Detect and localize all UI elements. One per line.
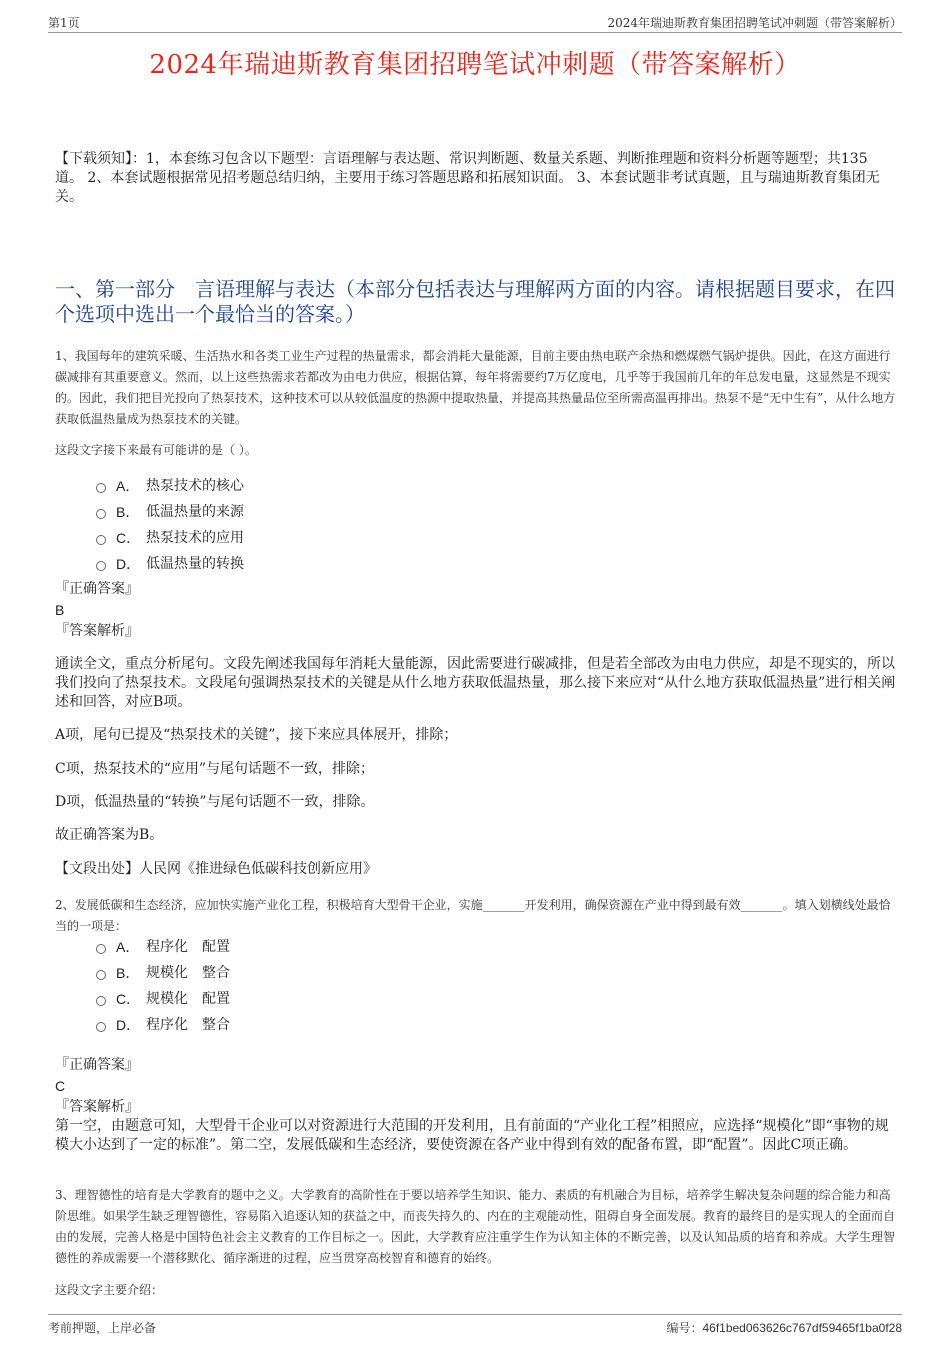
footer-slogan: 考前押题，上岸必备 xyxy=(48,1321,157,1335)
radio-icon[interactable] xyxy=(96,996,106,1006)
option-a[interactable]: A． 程序化 配置 xyxy=(96,934,230,960)
document-id: 编号：46f1bed063626c767df59465f1ba0f28 xyxy=(666,1321,902,1335)
analysis-paragraph: D项，低温热量的“转换”与尾句话题不一致，排除。 xyxy=(55,794,375,810)
correct-answer: B xyxy=(55,602,65,618)
analysis-paragraph: 故正确答案为B。 xyxy=(55,827,164,843)
radio-icon[interactable] xyxy=(96,535,106,545)
header-doc-title: 2024年瑞迪斯教育集团招聘笔试冲刺题（带答案解析） xyxy=(607,16,902,30)
radio-icon[interactable] xyxy=(96,561,106,571)
question-1-text: 1、我国每年的建筑采暖、生活热水和各类工业生产过程的热量需求，都会消耗大量能源，目前主要由热电联产余热和燃煤燃气锅炉提供。因此，在这方面进行碳减排有其重要意义。然而，以上这些热需求若都改为由电力供应，根据估算，每年将需要约7万亿度电，几乎等于我国前几年的年总发电量，这显然是不现实的。因此，我们把目光投向了热泵技术，这种技术可以从较低温度的热源中提取热量，并提高其热量品位至所需高温再排出。热泵不是“无中生有”，从什么地方获取低温热量成为热泵技术的关键。 xyxy=(55,349,896,426)
radio-icon[interactable] xyxy=(96,970,106,980)
analysis-paragraph: A项，尾句已提及“热泵技术的关键”，接下来应具体展开，排除； xyxy=(55,727,458,743)
question-1-answer-block xyxy=(55,580,900,641)
radio-icon[interactable] xyxy=(96,483,106,493)
section-heading: 一、第一部分 言语理解与表达（本部分包括表达与理解两方面的内容。请根据题目要求，在四个选项中选出一个最恰当的答案。） xyxy=(55,277,895,326)
analysis-label: 『答案解析』 xyxy=(55,623,139,639)
option-c[interactable]: C． 热泵技术的应用 xyxy=(96,525,244,551)
option-d[interactable]: D． 低温热量的转换 xyxy=(96,551,244,577)
analysis-label: 『答案解析』 xyxy=(55,1099,139,1115)
question-1-prompt: 这段文字接下来最有可能讲的是（ ）。 xyxy=(55,443,257,457)
option-b[interactable]: B． 低温热量的来源 xyxy=(96,499,244,525)
analysis-paragraph: 第一空，由题意可知，大型骨干企业可以对资源进行大范围的开发利用，且有前面的“产业化工程”相照应，应选择“规模化”即“事物的规模大小达到了一定的标准”。第二空，发展低碳和生态经济，要使资源在各产业中得到有效的配备布置，即“配置”。因此C项正确。 xyxy=(55,1118,889,1153)
option-d[interactable]: D． 程序化 整合 xyxy=(96,1012,230,1038)
page-number: 第1页 xyxy=(48,16,80,30)
question-2-answer-block xyxy=(55,1056,900,1155)
answer-label: 『正确答案』 xyxy=(55,581,139,597)
question-2-text: 2、发展低碳和生态经济，应加快实施产业化工程，积极培育大型骨干企业，实施_______开发利用，确保资源在产业中得到最有效_______。填入划横线处最恰当的一项是： xyxy=(55,898,891,933)
option-a[interactable]: A． 热泵技术的核心 xyxy=(96,473,244,499)
radio-icon[interactable] xyxy=(96,944,106,954)
question-2-options xyxy=(96,934,230,1038)
document-title: 2024年瑞迪斯教育集团招聘笔试冲刺题（带答案解析） xyxy=(149,50,801,80)
radio-icon[interactable] xyxy=(96,509,106,519)
answer-label: 『正确答案』 xyxy=(55,1057,139,1073)
page-footer xyxy=(48,1314,902,1337)
question-3-text: 3、理智德性的培育是大学教育的题中之义。大学教育的高阶性在于要以培养学生知识、能力、素质的有机融合为目标，培养学生解决复杂问题的综合能力和高阶思维。如果学生缺乏理智德性，容易陷入追逐认知的获益之中，而丧失持久的、内在的主观能动性，阻碍自身全面发展。教育的最终目的是实现人的全面而自由的发展，完善人格是中国特色社会主义教育的工作目标之一。因此，大学教育应注重学生作为认知主体的不断完善，以及认知品质的培育和养成。大学生理智德性的养成需要一个潜移默化、循序渐进的过程，应当贯穿高校智育和德育的始终。 xyxy=(55,1188,896,1265)
option-b[interactable]: B． 规模化 整合 xyxy=(96,960,230,986)
analysis-paragraph: C项，热泵技术的“应用”与尾句话题不一致，排除； xyxy=(55,761,375,777)
radio-icon[interactable] xyxy=(96,1022,106,1032)
question-3-prompt: 这段文字主要介绍： xyxy=(55,1283,164,1297)
option-c[interactable]: C． 规模化 配置 xyxy=(96,986,230,1012)
correct-answer: C xyxy=(55,1078,66,1094)
source-note: 【文段出处】人民网《推进绿色低碳科技创新应用》 xyxy=(55,861,377,877)
page-header xyxy=(48,12,902,33)
analysis-paragraph: 通读全文，重点分析尾句。文段先阐述我国每年消耗大量能源，因此需要进行碳减排，但是若全部改为由电力供应，却是不现实的，所以我们投向了热泵技术。文段尾句强调热泵技术的关键是从什么地方获取低温热量，那么接下来应对“从什么地方获取低温热量”进行相关阐述和回答，对应B项。 xyxy=(55,656,896,710)
download-notice: 【下载须知】：1，本套练习包含以下题型：言语理解与表达题、常识判断题、数量关系题、判断推理题和资料分析题等题型；共135道。 2、本套试题根据常见招考题总结归纳，主要用于练习答题思路和拓展知识面。 3、本套试题非考试真题，且与瑞迪斯教育集团无关。 xyxy=(55,151,880,205)
question-1-options xyxy=(96,473,244,577)
